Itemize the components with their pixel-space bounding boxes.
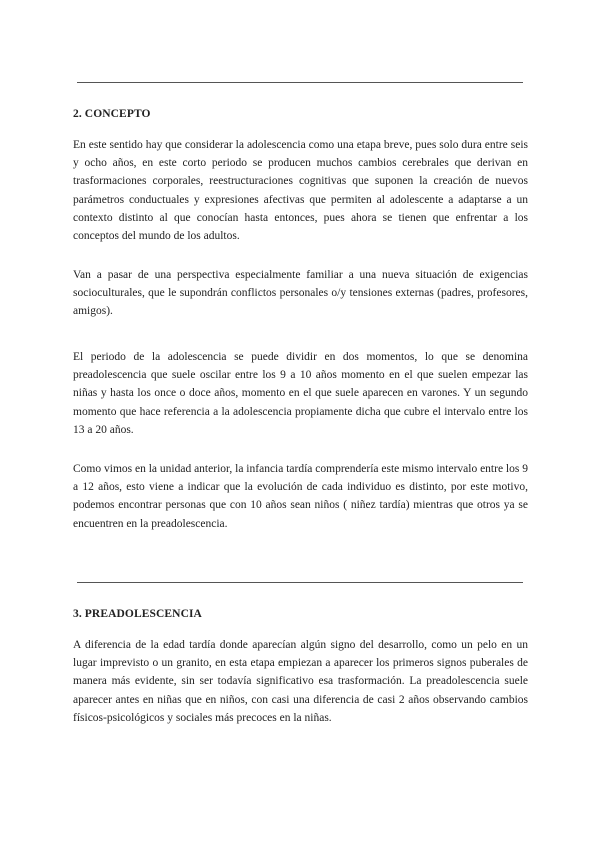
- paragraph: El periodo de la adolescencia se puede dividir en dos momentos, lo que se denomina preadolescencia que suele oscilar entre los 9 a 10 años momento en el que suelen empezar las niñas y hasta los once o doce años, momento en el que suele aparecen en varones. Y un segundo momento que hace referencia a la adolescencia propiamente dicha que cubre el intervalo entre los 13 a 20 años.: [73, 351, 528, 436]
- paragraph: Como vimos en la unidad anterior, la infancia tardía comprendería este mismo intervalo entre los 9 a 12 años, esto viene a indicar que la evolución de cada individuo es distinto, por este motivo, podemos encontrar personas que con 10 años sean niños ( niñez tardía) mientras que otros ya se encuentren en la preadolescencia.: [73, 463, 528, 530]
- section-heading-concepto: 2. CONCEPTO: [73, 108, 151, 120]
- section-divider: [77, 582, 523, 583]
- section-divider: [77, 82, 523, 83]
- paragraph: Van a pasar de una perspectiva especialmente familiar a una nueva situación de exigencias socioculturales, que le supondrán conflictos personales o/y tensiones externas (padres, profesores, amigos).: [73, 269, 528, 318]
- paragraph: A diferencia de la edad tardía donde aparecían algún signo del desarrollo, como un pelo en un lugar imprevisto o un granito, en esta etapa empiezan a aparecer los primeros signos puberales de manera más evidente, sin ser todavía significativo esa trasformación. La preadolescencia suele aparecer antes en niñas que en niños, con casi una diferencia de casi 2 años observando cambios físicos-psicológicos y sociales más precoces en la niñas.: [73, 639, 528, 724]
- section-heading-preadolescencia: 3. PREADOLESCENCIA: [73, 608, 202, 620]
- paragraph: En este sentido hay que considerar la adolescencia como una etapa breve, pues solo dura entre seis y ocho años, en este corto periodo se producen muchos cambios cerebrales que derivan en trasformaciones corporales, reestructuraciones cognitivas que suponen la creación de nuevos parámetros conductuales y expresiones afectivas que permiten al adolescente a adaptarse a un contexto distinto al que conocían hasta entonces, pues ahora se tienen que enfrentar a los conceptos del mundo de los adultos.: [73, 139, 528, 243]
